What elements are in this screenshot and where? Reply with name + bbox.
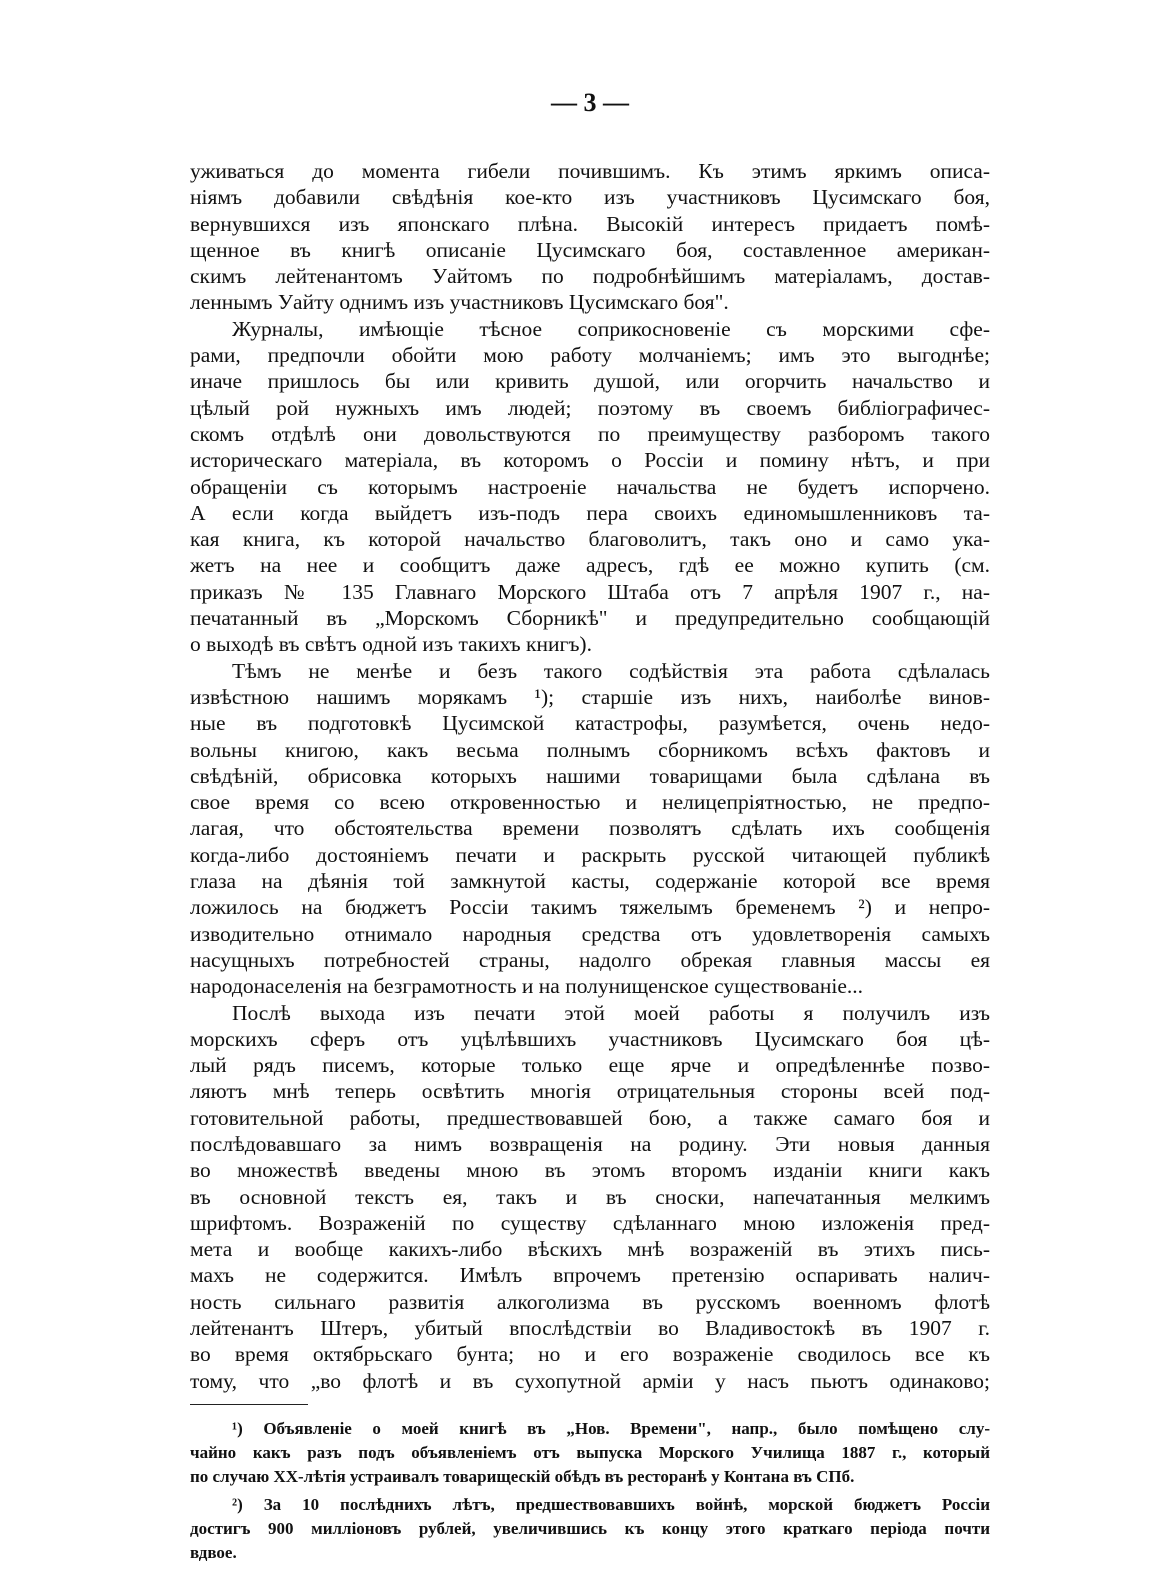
text-line: Журналы, имѣющіе тѣсное соприкосновеніе съ морскими сфе- [232, 316, 990, 341]
text-line: иначе пришлось бы или кривить душой, или огорчить начальство и [190, 369, 990, 394]
text-line: въ основной текстъ ея, такъ и въ сноски, напечатанныя мелкимъ [190, 1184, 990, 1209]
footnotes [190, 1417, 990, 1565]
text-line: лейтенантъ Штеръ, убитый впослѣдствіи во Владивостокѣ въ 1907 г. [190, 1316, 990, 1341]
text-line: цѣлый рой нужныхъ имъ людей; поэтому въ своемъ библіографичес- [190, 395, 990, 420]
text-line: во множествѣ введены мною въ этомъ второмъ изданіи книги какъ [190, 1158, 990, 1183]
footnote-line: ¹) Объявленіе о моей книгѣ въ „Нов. Времени", напр., было помѣщено слу- [232, 1418, 990, 1438]
text-line: во время октябрьскаго бунта; но и его возраженіе сводилось все къ [190, 1342, 990, 1367]
text-line: приказъ № 135 Главнаго Морского Штаба отъ 7 апрѣля 1907 г., на- [190, 579, 990, 604]
text-line: народонаселенія на безграмотность и на полунищенское существованіе... [190, 974, 863, 999]
text-line: лагая, что обстоятельства времени позволятъ сдѣлать ихъ сообщенія [190, 816, 990, 841]
book-page [190, 88, 990, 1565]
page-number: — 3 — [551, 88, 629, 117]
text-line: историческаго матеріала, въ которомъ о Россіи и помину нѣтъ, и при [190, 448, 990, 473]
footnote-line: вдвое. [190, 1542, 237, 1562]
text-line: махъ не содержится. Имѣлъ впрочемъ претензію оспаривать налич- [190, 1263, 990, 1288]
footnote-line: ²) За 10 послѣднихъ лѣтъ, предшествовавшихъ войнѣ, морской бюджетъ Россіи [232, 1494, 990, 1514]
text-line: ложилось на бюджетъ Россіи такимъ тяжелымъ бременемъ ²) и непро- [190, 895, 990, 920]
text-line: тому, что „во флотѣ и въ сухопутной арміи у насъ пьютъ одинаково; [190, 1368, 990, 1393]
text-line: ніямъ добавили свѣдѣнія кое-кто изъ участниковъ Цусимскаго боя, [190, 185, 990, 210]
text-line: рами, предпочли обойти мою работу молчаніемъ; имъ это выгоднѣе; [190, 343, 990, 368]
footnote [190, 1493, 990, 1565]
text-line: шрифтомъ. Возраженій по существу сдѣланнаго мною изложенія пред- [190, 1210, 990, 1235]
text-line: печатанный въ „Морскомъ Сборникѣ" и предупредительно сообщающій [190, 606, 990, 631]
text-line: свѣдѣній, обрисовка которыхъ нашими товарищами была сдѣлана въ [190, 763, 990, 788]
text-line: ные въ подготовкѣ Цусимской катастрофы, разумѣется, очень недо- [190, 711, 990, 736]
text-line: когда-либо достояніемъ печати и раскрыть русской читающей публикѣ [190, 842, 990, 867]
text-line: жетъ на нее и сообщитъ даже адресъ, гдѣ ее можно купить (см. [190, 553, 990, 578]
footnote-divider [190, 1404, 308, 1405]
text-line: о выходѣ въ свѣтъ одной изъ такихъ книгъ). [190, 632, 592, 657]
text-line: глаза на дѣянія той замкнутой касты, содержаніе которой все время [190, 869, 990, 894]
footnote-line: по случаю XX-лѣтія устраивалъ товарищескій обѣдъ въ ресторанѣ у Контана въ СПб. [190, 1466, 855, 1486]
text-line: леннымъ Уайту однимъ изъ участниковъ Цусимскаго боя". [190, 290, 729, 315]
body-text [190, 158, 990, 1394]
text-line: уживаться до момента гибели почившимъ. Къ этимъ яркимъ описа- [190, 159, 990, 183]
text-line: морскихъ сферъ отъ уцѣлѣвшихъ участниковъ Цусимскаго боя цѣ- [190, 1026, 990, 1051]
text-line: изводительно отнимало народныя средства отъ удовлетворенія самыхъ [190, 921, 990, 946]
footnote-line: чайно какъ разъ подъ объявленіемъ отъ выпуска Морского Училища 1887 г., который [190, 1442, 990, 1462]
text-line: свое время со всею откровенностью и нелицепріятностью, не предпо- [190, 790, 990, 815]
text-line: Послѣ выхода изъ печати этой моей работы я получилъ изъ [232, 1000, 990, 1025]
text-line: А если когда выйдетъ изъ-подъ пера своихъ единомышленниковъ та- [190, 500, 990, 525]
text-line: готовительной работы, предшествовавшей бою, а также самаго боя и [190, 1105, 990, 1130]
text-line: послѣдовавшаго за нимъ возвращенія на родину. Эти новыя данныя [190, 1131, 990, 1156]
text-line: ляютъ мнѣ теперь освѣтить многія отрицательныя стороны всей под- [190, 1079, 990, 1104]
footnote-line: достигъ 900 милліоновъ рублей, увеличившись къ концу этого краткаго періода почти [190, 1518, 990, 1538]
text-line: щенное въ книгѣ описаніе Цусимскаго боя, составленное американ- [190, 237, 990, 262]
footnote [190, 1417, 990, 1489]
text-line: вольны книгою, какъ весьма полнымъ сборникомъ всѣхъ фактовъ и [190, 737, 990, 762]
text-line: вернувшихся изъ японскаго плѣна. Высокій интересъ придаетъ помѣ- [190, 211, 990, 236]
text-line: ность сильнаго развитія алкоголизма въ русскомъ военномъ флотѣ [190, 1289, 990, 1314]
text-line: Тѣмъ не менѣе и безъ такого содѣйствія эта работа сдѣлалась [232, 658, 990, 683]
text-line: лый рядъ писемъ, которые только еще ярче и опредѣленнѣе позво- [190, 1053, 990, 1078]
text-line: мета и вообще какихъ-либо вѣскихъ мнѣ возраженій въ этихъ пись- [190, 1237, 990, 1262]
text-line: извѣстною нашимъ морякамъ ¹); старшіе изъ нихъ, наиболѣе винов- [190, 684, 990, 709]
text-line: обращеніи съ которымъ настроеніе начальства не будетъ испорчено. [190, 474, 990, 499]
text-line: скомъ отдѣлѣ они довольствуются по преимуществу разборомъ такого [190, 421, 990, 446]
text-line: кая книга, къ которой начальство благоволитъ, такъ оно и само ука- [190, 527, 990, 552]
text-line: скимъ лейтенантомъ Уайтомъ по подробнѣйшимъ матеріаламъ, достав- [190, 264, 990, 289]
text-line: насущныхъ потребностей страны, надолго обрекая главныя массы ея [190, 947, 990, 972]
